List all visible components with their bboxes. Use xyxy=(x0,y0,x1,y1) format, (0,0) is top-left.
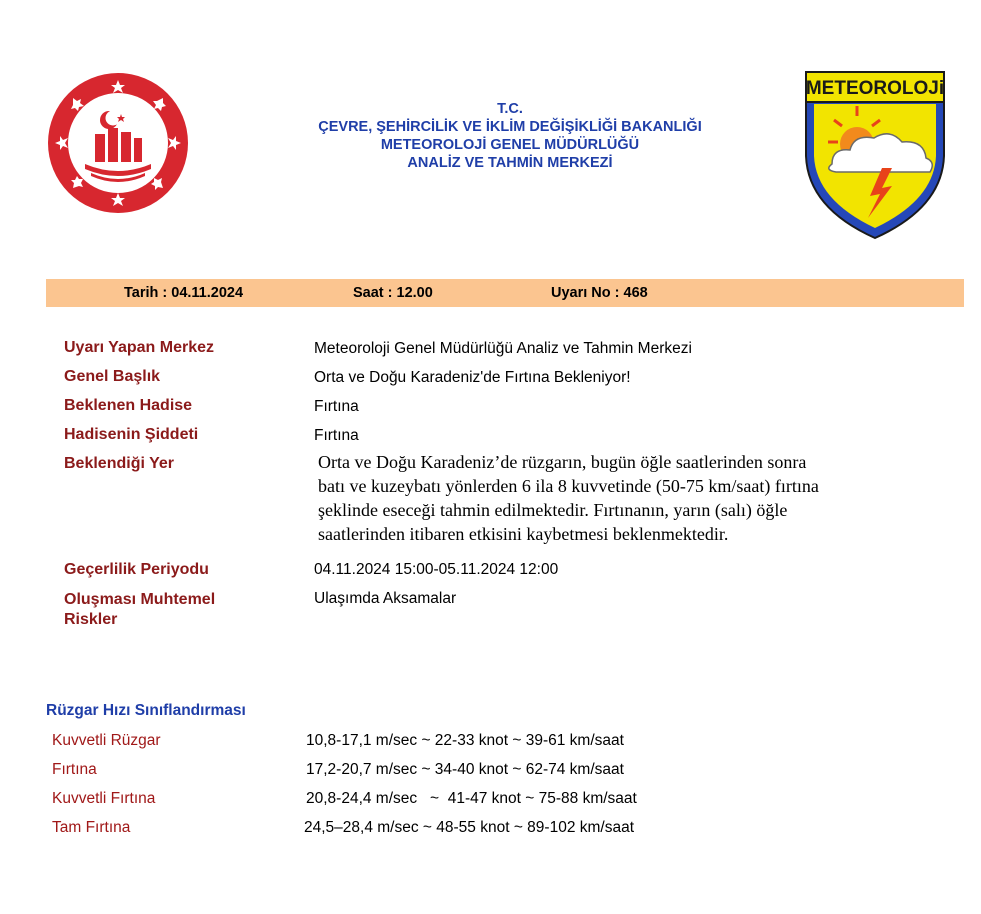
title-label: Genel Başlık xyxy=(64,368,161,385)
wind-class-value: 10,8-17,1 m/sec ~ 22-33 knot ~ 39-61 km/saat xyxy=(306,732,624,749)
header-line-directorate: METEOROLOJİ GENEL MÜDÜRLÜĞÜ xyxy=(380,137,640,153)
risks-label-line: Riskler xyxy=(64,611,118,628)
meteoroloji-logo-text: METEOROLOJi xyxy=(805,78,945,99)
severity-value: Fırtına xyxy=(314,427,359,444)
wind-class-value: 17,2-20,7 m/sec ~ 34-40 knot ~ 62-74 km/saat xyxy=(306,761,624,778)
warning-time: Saat : 12.00 xyxy=(353,285,433,301)
event-value: Fırtına xyxy=(314,398,359,415)
wind-class-name: Kuvvetli Rüzgar xyxy=(52,732,161,749)
meteoroloji-logo xyxy=(802,68,948,240)
wind-class-value: 24,5–28,4 m/sec ~ 48-55 knot ~ 89-102 km/saat xyxy=(304,819,635,836)
location-line: batı ve kuzeybatı yönlerden 6 ila 8 kuvvetinde (50-75 km/saat) fırtına xyxy=(318,476,819,496)
wind-class-name: Fırtına xyxy=(52,761,97,778)
severity-label: Hadisenin Şiddeti xyxy=(64,426,199,443)
wind-class-name: Kuvvetli Fırtına xyxy=(52,790,156,807)
warning-date: Tarih : 04.11.2024 xyxy=(124,285,244,301)
location-line: Orta ve Doğu Karadeniz’de rüzgarın, bugün öğle saatlerinden sonra xyxy=(318,452,807,472)
risks-label-line: Oluşması Muhtemel xyxy=(64,591,216,608)
header-line-center: ANALİZ VE TAHMİN MERKEZİ xyxy=(407,155,613,171)
risks-label xyxy=(64,590,215,630)
location-line: şeklinde eseceği tahmin edilmektedir. Fırtınanın, yarın (salı) öğle xyxy=(318,500,788,520)
ministry-emblem xyxy=(47,72,189,214)
center-value: Meteoroloji Genel Müdürlüğü Analiz ve Tahmin Merkezi xyxy=(314,340,692,357)
location-description xyxy=(318,450,938,546)
validity-label: Geçerlilik Periyodu xyxy=(64,561,209,578)
validity-value: 04.11.2024 15:00-05.11.2024 12:00 xyxy=(314,561,559,578)
warning-number: Uyarı No : 468 xyxy=(551,285,648,301)
header-line-tc: T.C. xyxy=(497,101,523,117)
risks-value: Ulaşımda Aksamalar xyxy=(314,590,457,607)
wind-class-value: 20,8-24,4 m/sec ~ 41-47 knot ~ 75-88 km/saat xyxy=(306,790,637,807)
wind-classification-title: Rüzgar Hızı Sınıflandırması xyxy=(46,702,246,719)
title-value: Orta ve Doğu Karadeniz'de Fırtına Bekleniyor! xyxy=(314,369,631,386)
location-line: saatlerinden itibaren etkisini kaybetmesi beklenmektedir. xyxy=(318,524,729,544)
wind-class-name: Tam Fırtına xyxy=(52,819,131,836)
center-label: Uyarı Yapan Merkez xyxy=(64,339,215,356)
warning-info-bar xyxy=(46,279,964,307)
header-title-block xyxy=(200,100,820,172)
header-line-ministry: ÇEVRE, ŞEHİRCİLİK VE İKLİM DEĞİŞİKLİĞİ BAKANLIĞI xyxy=(318,119,702,135)
event-label: Beklenen Hadise xyxy=(64,397,193,414)
location-label: Beklendiği Yer xyxy=(64,455,174,472)
